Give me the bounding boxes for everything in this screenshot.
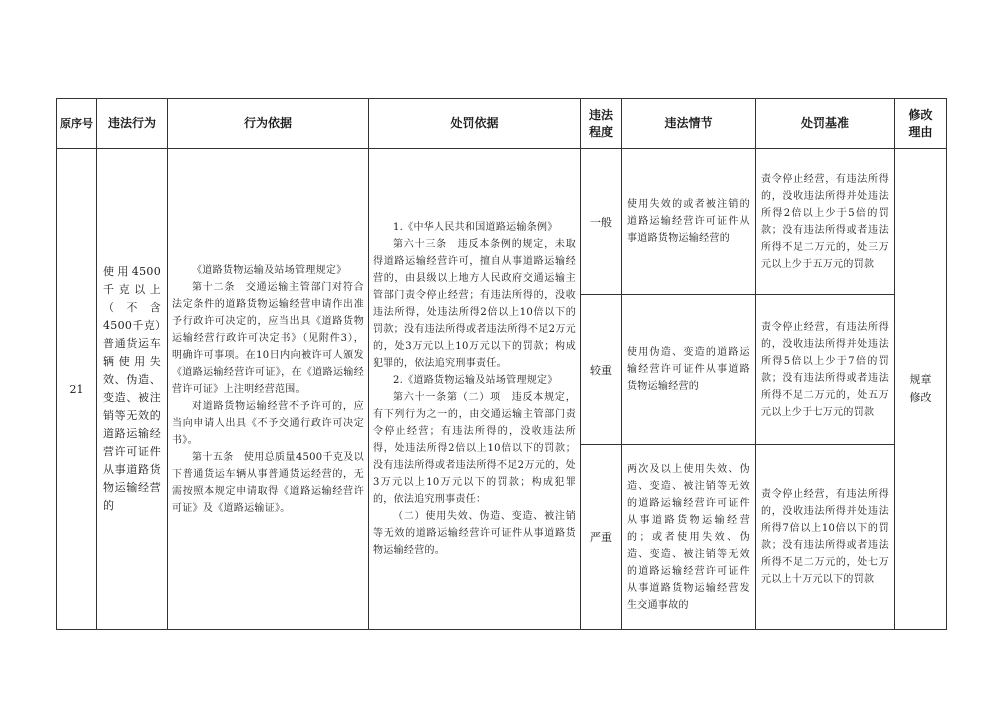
basis-para: 《道路货物运输及站场管理规定》 xyxy=(192,264,347,276)
header-basis: 行为依据 xyxy=(168,99,369,149)
penalty-standard-table xyxy=(56,98,947,630)
penalty-para: 1.《中华人民共和国道路运输条例》 xyxy=(393,222,558,233)
violation-act-text: 使用4500千克以上（不含4500千克）普通货运车辆使用失效、伪造、变造、被注销等无效的道路运输经营许可证件从事道路货物运输经营的 xyxy=(103,265,161,512)
circumstance-serious: 使用伪造、变造的道路运输经营许可证件从事道路货物运输经营的 xyxy=(622,295,756,445)
penalty-para: 2.《道路货物运输及站场管理规定》 xyxy=(393,375,558,386)
row-number: 21 xyxy=(57,149,97,630)
header-no: 原序号 xyxy=(57,99,97,149)
standard-serious: 责令停止经营，有违法所得的，没收违法所得并处违法所得5倍以上少于7倍的罚款；没有违法所得或者违法所得不足二万元的，处五万元以上少于七万元的罚款 xyxy=(756,295,895,445)
basis-para: 第十五条 使用总质量4500千克及以下普通货运车辆从事普通货运经营的，无需按照本规定申请取得《道路运输经营许可证》及《道路运输证》。 xyxy=(172,451,364,514)
amend-reason-text: 规章修改 xyxy=(909,373,932,404)
level-severe: 严重 xyxy=(581,445,622,630)
basis-para: 对道路货物运输经营不予许可的，应当向申请人出具《不予交通行政许可决定书》。 xyxy=(172,400,364,446)
table-header-row xyxy=(57,99,947,149)
basis-para: 第十二条 交通运输主管部门对符合法定条件的道路货物运输经营申请作出准予行政许可决定的，应当出具《道路货物运输经营行政许可决定书》（见附件3），明确许可事项。在10日内向被许可人颁发《道路运输经营许可证》，在《道路运输经营许可证》上注明经营范围。 xyxy=(172,281,364,395)
header-level: 违法程度 xyxy=(581,99,622,149)
penalty-para: 第六十三条 违反本条例的规定，未取得道路运输经营许可，擅自从事道路运输经营的，由县级以上地方人民政府交通运输主管部门责令停止经营；有违法所得的，没收违法所得，处违法所得2倍以上10倍以下的罚款；没有违法所得或者违法所得不足2万元的，处3万元以上10万元以下的罚款；构成犯罪的，依法追究刑事责任。 xyxy=(373,239,576,369)
header-circumstances: 违法情节 xyxy=(622,99,756,149)
level-serious: 较重 xyxy=(581,295,622,445)
penalty-para: 第六十一条第（二）项 违反本规定，有下列行为之一的，由交通运输主管部门责令停止经营；有违法所得的，没收违法所得，处违法所得2倍以上10倍以下的罚款；没有违法所得或者违法所得不足2万元的，处3万元以上10万元以下的罚款；构成犯罪的，依法追究刑事责任： xyxy=(373,392,576,505)
circumstance-general: 使用失效的或者被注销的道路运输经营许可证件从事道路货物运输经营的 xyxy=(622,149,756,295)
header-standard: 处罚基准 xyxy=(756,99,895,149)
behavior-basis xyxy=(168,149,369,630)
penalty-para: （二）使用失效、伪造、变造、被注销等无效的道路运输经营许可证件从事道路货物运输经营的。 xyxy=(373,511,576,556)
level-general: 一般 xyxy=(581,149,622,295)
header-amend: 修改理由 xyxy=(895,99,947,149)
circumstance-severe: 两次及以上使用失效、伪造、变造、被注销等无效的道路运输经营许可证件从事道路货物运输经营的；或者使用失效、伪造、变造、被注销等无效的道路运输经营许可证件从事道路货物运输经营发生交通事故的 xyxy=(622,445,756,630)
table-row xyxy=(57,149,947,295)
penalty-basis xyxy=(369,149,581,630)
standard-general: 责令停止经营，有违法所得的，没收违法所得并处违法所得2倍以上少于5倍的罚款；没有违法所得或者违法所得不足二万元的，处三万元以上少于五万元的罚款 xyxy=(756,149,895,295)
header-act: 违法行为 xyxy=(97,99,168,149)
amend-reason xyxy=(895,149,947,630)
violation-act xyxy=(97,149,168,630)
standard-severe: 责令停止经营，有违法所得的，没收违法所得并处违法所得7倍以上10倍以下的罚款；没有违法所得或者违法所得不足二万元的，处七万元以上十万元以下的罚款 xyxy=(756,445,895,630)
header-penalty-basis: 处罚依据 xyxy=(369,99,581,149)
